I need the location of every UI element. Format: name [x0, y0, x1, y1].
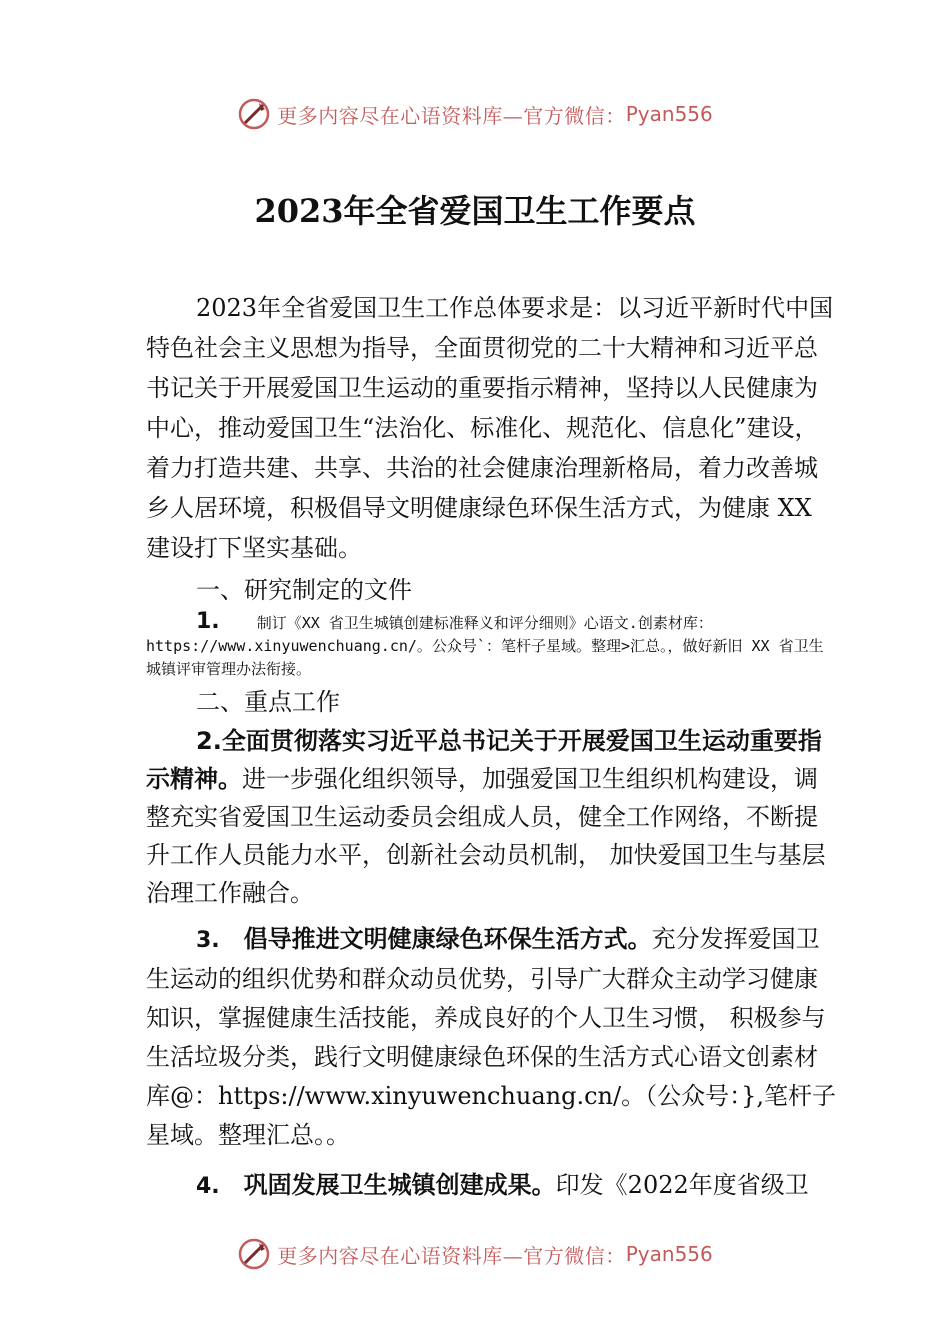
item-2-text: 进一步强化组织领导，加强爱国卫生组织机构建设，调整充实省爱国卫生运动委员会组成人员，健全工作网络，不断提升工作人员能力水平，创新社会动员机制， 加快爱国卫生与基层治理工作融合。: [146, 765, 826, 907]
item-4: [146, 1165, 836, 1207]
banner-wechat-id: Pyan556: [625, 102, 713, 126]
intro-paragraph: 2023年全省爱国卫生工作总体要求是：以习近平新时代中国特色社会主义思想为指导，全面贯彻党的二十大精神和习近平总书记关于开展爱国卫生运动的重要指示精神，坚持以人民健康为中心，推动爱国卫生“法治化、标准化、规范化、信息化”建设，着力打造共建、共享、共治的社会健康治理新格局，着力改善城乡人居环境，积极倡导文明健康绿色环保生活方式，为健康 XX 建设打下坚实基础。: [146, 294, 834, 562]
header-banner: [0, 94, 950, 134]
banner-wechat-id: Pyan556: [625, 1242, 713, 1266]
item-3-text: 充分发挥爱国卫生运动的组织优势和群众动员优势，引导广大群众主动学习健康知识，掌握健康生活技能，养成良好的个人卫生习惯， 积极参与生活垃圾分类，践行文明健康绿色环保的生活方式心语文创素材库@：https://www.xinyuwenchuang.cn/。（公众号：},笔杆子星域。整理汇总。。: [146, 925, 836, 1149]
section-1: [146, 570, 836, 681]
footer-banner: [0, 1234, 950, 1274]
section-2-heading: 二、重点工作: [196, 688, 340, 716]
banner-text: 更多内容尽在心语资料库—官方微信：: [277, 1243, 626, 1268]
banner-text: 更多内容尽在心语资料库—官方微信：: [277, 103, 626, 128]
item-1: [146, 610, 836, 681]
item-1-number: 1.: [196, 609, 220, 634]
logo-icon: [237, 1237, 271, 1271]
item-4-text: 印发《2022年度省级卫: [555, 1171, 809, 1199]
item-3-number: 3.: [196, 928, 220, 953]
logo-icon: [237, 97, 271, 131]
item-4-number: 4.: [196, 1174, 220, 1199]
item-3-title: 倡导推进文明健康绿色环保生活方式。: [243, 925, 652, 953]
intro-block: [146, 288, 836, 568]
item-4-title: 巩固发展卫生城镇创建成果。: [243, 1171, 556, 1199]
item-1-text: 制订《XX 省卫生城镇创建标准释义和评分细则》心语文.创素材库：https://www.xinyuwenchuang.cn/。公众号`：笔杆子星域。整理>汇总。，做好新旧 XX 省卫生城镇评审管理办法衔接。: [146, 614, 824, 678]
item-3: [146, 920, 836, 1155]
document-title: 2023年全省爱国卫生工作要点: [254, 192, 696, 230]
item-2: [146, 722, 836, 912]
section-1-heading: 一、研究制定的文件: [196, 576, 412, 604]
section-2: [146, 682, 836, 1207]
item-2-title: 2.全面贯彻落实习近平总书记关于开展爱国卫生运动重要指示精神。: [146, 727, 822, 793]
